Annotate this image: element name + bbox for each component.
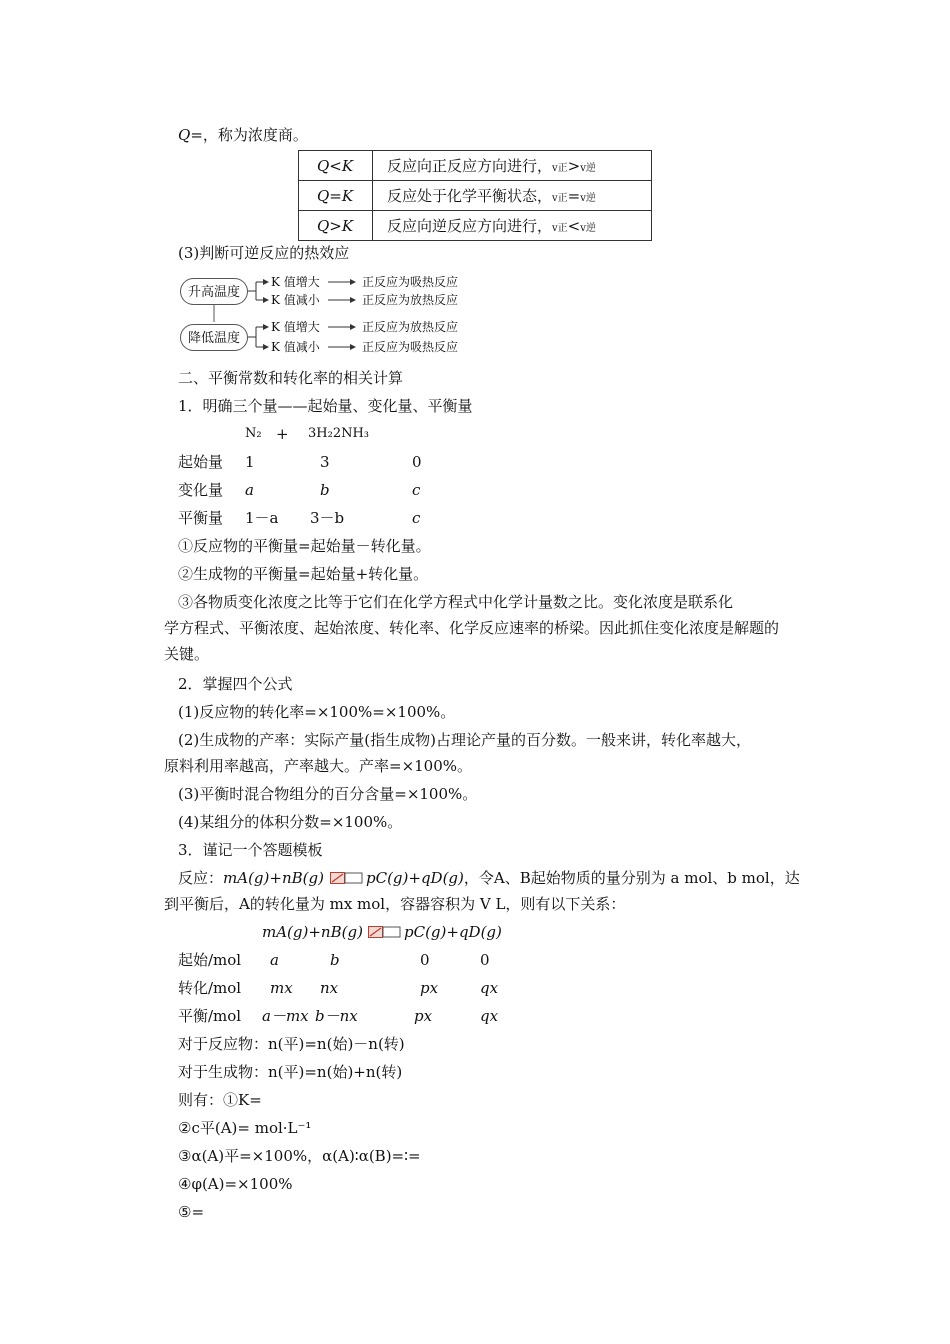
table-row [299,181,652,211]
relation-line: ④φ(A)=×100% [178,1175,293,1193]
template-equation-left: mA(g)+nB(g) [262,923,363,941]
cell: 3－b [310,509,345,527]
cell: 3 [320,453,330,471]
template-line: pC(g)+qD(g)，令A、B起始物质的量分别为 a mol、b mol，达 [366,869,800,887]
qk-condition: Q>K [299,211,373,241]
table-row [299,151,652,181]
row-label: 转化/mol [178,979,242,997]
intro-line [178,125,308,145]
cell: px [414,1007,433,1025]
cell: px [420,979,439,997]
formula-line: (1)反应物的转化率=×100%=×100%。 [178,703,456,721]
k-change-label: K 值减小 [271,293,320,307]
result-label: 正反应为吸热反应 [362,340,459,354]
cell: b [330,951,340,969]
cell: c [412,509,421,527]
note-line: ①反应物的平衡量=起始量－转化量。 [178,537,431,555]
qk-description: 反应处于化学平衡状态，v正=v逆 [373,181,652,211]
relation-line: 对于反应物：n(平)=n(始)－n(转) [178,1035,405,1053]
note-line: ②生成物的平衡量=起始量+转化量。 [178,565,429,583]
reaction-rest: 3H₂2NH₃ [308,426,370,441]
cell: 0 [420,951,430,969]
formula-line: (4)某组分的体积分数=×100%。 [178,813,403,831]
cell: 0 [412,453,422,471]
note-line: 学方程式、平衡浓度、起始浓度、转化率、化学反应速率的桥梁。因此抓住变化浓度是解题的 [164,619,780,637]
row-label: 起始/mol [178,951,242,969]
equilibrium-symbol-icon [330,872,364,884]
note-line: ③各物质变化浓度之比等于它们在化学方程式中化学计量数之比。变化浓度是联系化 [178,593,734,611]
row-label: 起始量 [178,453,224,471]
result-label: 正反应为吸热反应 [362,275,459,289]
relation-line: 对于生成物：n(平)=n(始)+n(转) [178,1063,403,1081]
cell: 1－a [245,509,279,527]
raise-temp-node: 升高温度 [180,278,248,305]
reaction-n2: N₂ [245,426,262,441]
relation-line: ⑤= [178,1203,205,1221]
relation-line: ③α(A)平=×100%，α(A)∶α(B)=∶= [178,1147,421,1165]
formula-line: (3)平衡时混合物组分的百分含量=×100%。 [178,785,478,803]
k-change-label: K 值增大 [271,320,320,334]
k-change-label: K 值增大 [271,275,320,289]
row-label: 平衡/mol [178,1007,242,1025]
cell: mx [270,979,293,997]
table-row [299,211,652,241]
p2-title: 2．掌握四个公式 [178,675,293,693]
row-label: 变化量 [178,481,224,499]
template-equation-right: pC(g)+qD(g) [404,923,502,941]
reaction-plus: + [276,425,289,443]
formula-line: (2)生成物的产率：实际产量(指生成物)占理论产量的百分数。一般来讲，转化率越大， [178,731,751,749]
qk-description: 反应向正反应方向进行，v正>v逆 [373,151,652,181]
intro-text: =，称为浓度商。 [190,126,308,144]
note-line: 关键。 [164,645,210,663]
cell: qx [480,979,499,997]
qk-table [298,150,652,241]
cell: qx [480,1007,499,1025]
cell: c [412,481,421,499]
part2-title: 二、平衡常数和转化率的相关计算 [178,369,404,387]
qk-condition: Q=K [299,181,373,211]
cell: a－mx [262,1007,309,1025]
cell: nx [320,979,339,997]
cell: a [245,481,254,499]
cell: b [320,481,330,499]
qk-description: 反应向逆反应方向进行，v正<v逆 [373,211,652,241]
qk-condition: Q<K [299,151,373,181]
row-label: 平衡量 [178,509,224,527]
lower-temp-node: 降低温度 [180,324,248,351]
result-label: 正反应为放热反应 [362,293,459,307]
k-change-label: K 值减小 [271,340,320,354]
cell: 0 [480,951,490,969]
template-line: 到平衡后，A的转化量为 mx mol，容器容积为 V L，则有以下关系： [164,895,626,913]
relation-line: ②c平(A)= mol·L⁻¹ [178,1119,312,1137]
cell: 1 [245,453,255,471]
section3-title: (3)判断可逆反应的热效应 [178,244,350,262]
q-symbol: Q [178,126,191,144]
formula-line: 原料利用率越高，产率越大。产率=×100%。 [164,757,473,775]
p1-title: 1．明确三个量——起始量、变化量、平衡量 [178,397,473,415]
p3-title: 3．谨记一个答题模板 [178,841,323,859]
equilibrium-symbol-icon [368,926,402,938]
cell: a [270,951,279,969]
template-line: 反应：mA(g)+nB(g) [178,869,324,887]
relation-line: 则有：①K= [178,1091,262,1109]
cell: b－nx [315,1007,358,1025]
result-label: 正反应为放热反应 [362,320,459,334]
